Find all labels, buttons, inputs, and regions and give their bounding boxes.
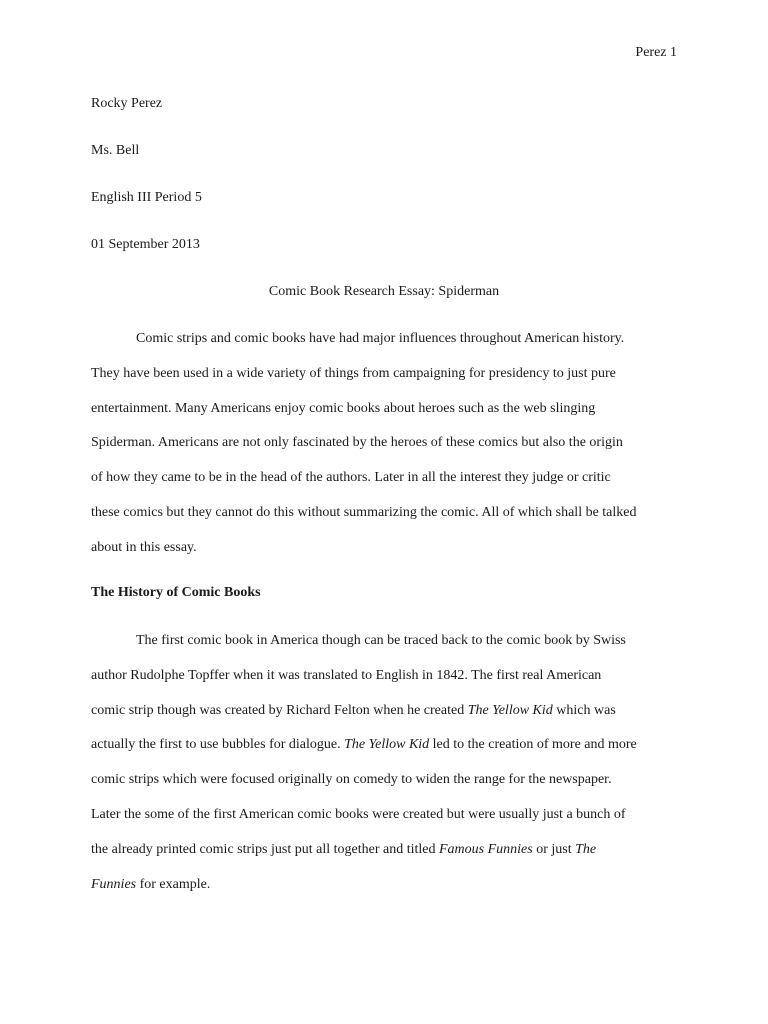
italic-title: The Yellow Kid	[344, 737, 430, 753]
paragraph-line	[91, 868, 679, 903]
essay-date: 01 September 2013	[91, 237, 200, 252]
intro-paragraph	[91, 322, 679, 566]
paragraph-line: these comics but they cannot do this without summarizing the comic. All of which shall be talked	[91, 504, 637, 520]
italic-title: The Yellow Kid	[467, 702, 553, 718]
text-run: comic strip though was created by Richard Felton when he created	[91, 702, 468, 718]
paragraph-line: comic strips which were focused originally on comedy to widen the range for the newspaper.	[91, 772, 612, 788]
text-run: the already printed comic strips just put all together and titled	[91, 841, 439, 857]
italic-title: Famous Funnies	[438, 841, 533, 857]
italic-title: Funnies	[91, 876, 137, 892]
page-header-label: Perez 1	[635, 45, 677, 60]
paragraph-line: The first comic book in America though can be traced back to the comic book by Swiss	[136, 633, 626, 648]
paragraph-line: entertainment. Many Americans enjoy comic books about heroes such as the web slinging	[91, 400, 596, 416]
paragraph-line	[91, 694, 679, 729]
paragraph-line: They have been used in a wide variety of things from campaigning for presidency to just pure	[91, 365, 616, 381]
course-name: English III Period 5	[91, 190, 202, 205]
history-paragraph	[91, 624, 679, 902]
text-run: which was	[552, 702, 616, 718]
essay-title: Comic Book Research Essay: Spiderman	[268, 284, 500, 299]
text-run: actually the first to use bubbles for dialogue.	[91, 737, 345, 753]
student-name: Rocky Perez	[91, 96, 163, 111]
paragraph-line	[91, 833, 679, 868]
paragraph-line: about in this essay.	[91, 539, 197, 555]
paragraph-line: of how they came to be in the head of the authors. Later in all the interest they judge or critic	[91, 470, 611, 486]
paragraph-line: Comic strips and comic books have had major influences throughout American history.	[136, 331, 625, 346]
text-run: or just	[532, 841, 576, 857]
section-heading: The History of Comic Books	[91, 585, 261, 600]
paragraph-line: Later the some of the first American comic books were created but were usually just a bunch of	[91, 806, 626, 822]
mla-heading	[91, 94, 679, 282]
text-run: led to the creation of more and more	[429, 737, 637, 753]
paragraph-line: author Rudolphe Topffer when it was translated to English in 1842. The first real American	[91, 667, 602, 683]
paragraph-line: Spiderman. Americans are not only fascinated by the heroes of these comics but also the origin	[91, 435, 623, 451]
text-run: for example.	[136, 876, 211, 892]
paragraph-line	[91, 728, 679, 763]
teacher-name: Ms. Bell	[91, 143, 140, 158]
italic-title: The	[575, 841, 597, 857]
